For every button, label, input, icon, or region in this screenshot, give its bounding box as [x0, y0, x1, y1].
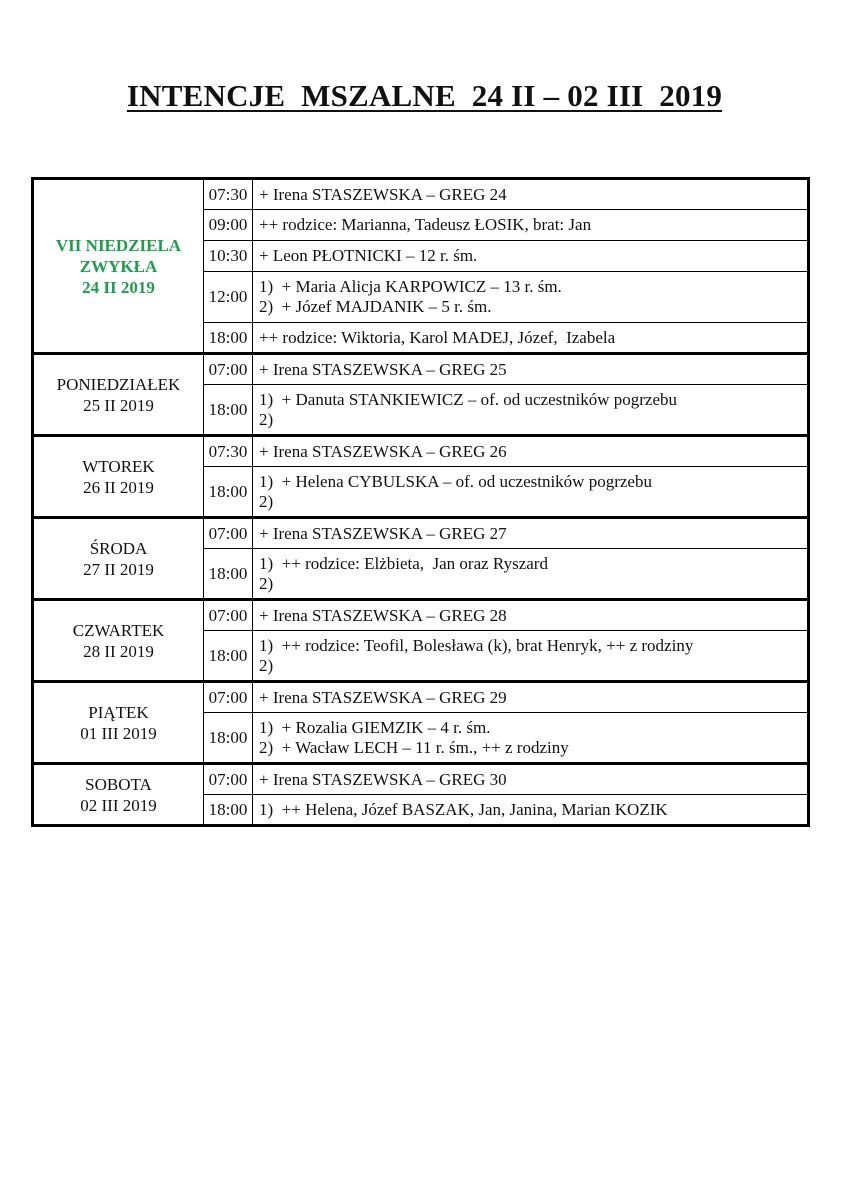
- day-cell: [33, 600, 204, 682]
- intention-line: ++ rodzice: Marianna, Tadeusz ŁOSIK, brat: Jan: [259, 215, 592, 234]
- mass-intention: [253, 764, 809, 795]
- intention-line: + Irena STASZEWSKA – GREG 28: [259, 605, 507, 625]
- intention-line: 2): [259, 409, 274, 429]
- mass-time: 18:00: [204, 631, 253, 682]
- mass-time: 07:00: [204, 682, 253, 713]
- intention-line: + Leon PŁOTNICKI – 12 r. śm.: [259, 246, 478, 265]
- day-label-line: 28 II 2019: [83, 641, 154, 661]
- intention-line: + Irena STASZEWSKA – GREG 29: [259, 687, 507, 707]
- intention-line: + Irena STASZEWSKA – GREG 30: [259, 769, 507, 789]
- intention-line: 2): [259, 491, 274, 511]
- mass-time: 07:30: [204, 436, 253, 467]
- intention-line: 1) + Helena CYBULSKA – of. od uczestników pogrzebu: [259, 471, 652, 491]
- day-label-line: 26 II 2019: [83, 477, 154, 497]
- mass-time: 07:00: [204, 764, 253, 795]
- mass-intention: [253, 272, 809, 323]
- intention-line: 2) + Wacław LECH – 11 r. śm., ++ z rodziny: [259, 737, 569, 757]
- mass-time: 07:30: [204, 179, 253, 210]
- day-label-line: 27 II 2019: [83, 559, 154, 579]
- mass-intention: [253, 631, 809, 682]
- mass-time: 10:30: [204, 241, 253, 272]
- day-label-line: 01 III 2019: [80, 723, 157, 743]
- day-label-line: ZWYKŁA: [79, 256, 158, 276]
- mass-row: [33, 354, 809, 385]
- intention-line: 2): [259, 655, 274, 675]
- day-label-line: 02 III 2019: [80, 795, 157, 815]
- mass-time: 18:00: [204, 323, 253, 354]
- document-title: INTENCJE MSZALNE 24 II – 02 III 2019: [126, 78, 723, 113]
- mass-row: [33, 600, 809, 631]
- mass-intentions-table: [31, 177, 810, 827]
- intention-line: + Irena STASZEWSKA – GREG 24: [259, 184, 507, 204]
- mass-time: 09:00: [204, 210, 253, 241]
- day-label-line: PIĄTEK: [88, 702, 149, 722]
- day-cell: [33, 354, 204, 436]
- mass-time: 07:00: [204, 518, 253, 549]
- mass-intention: [253, 467, 809, 518]
- mass-intentions-body: [33, 179, 809, 826]
- day-label-line: ŚRODA: [89, 538, 148, 558]
- mass-intention: [253, 549, 809, 600]
- mass-row: [33, 764, 809, 795]
- intention-line: 2): [259, 573, 274, 593]
- day-label-line: PONIEDZIAŁEK: [56, 374, 181, 394]
- document-title-wrapper: [0, 78, 849, 114]
- day-label-line: VII NIEDZIELA: [55, 235, 182, 255]
- mass-intention: [253, 795, 809, 826]
- mass-time: 07:00: [204, 600, 253, 631]
- day-label-line: 24 II 2019: [82, 277, 155, 297]
- intention-line: + Irena STASZEWSKA – GREG 27: [259, 523, 507, 543]
- intention-line: + Irena STASZEWSKA – GREG 26: [259, 441, 507, 461]
- day-cell: [33, 518, 204, 600]
- day-cell: [33, 764, 204, 826]
- mass-intention: [253, 385, 809, 436]
- intention-line: 1) + Rozalia GIEMZIK – 4 r. śm.: [259, 717, 491, 737]
- mass-intention: [253, 179, 809, 210]
- mass-time: 18:00: [204, 795, 253, 826]
- mass-row: [33, 436, 809, 467]
- mass-intention: [253, 241, 809, 272]
- day-label-line: 25 II 2019: [83, 395, 154, 415]
- intention-line: 1) ++ rodzice: Elżbieta, Jan oraz Ryszard: [259, 553, 548, 573]
- day-label-line: WTOREK: [82, 456, 155, 476]
- intention-line: 1) + Maria Alicja KARPOWICZ – 13 r. śm.: [259, 277, 562, 296]
- intention-line: 1) ++ rodzice: Teofil, Bolesława (k), brat Henryk, ++ z rodziny: [259, 635, 694, 655]
- day-cell: [33, 682, 204, 764]
- mass-time: 18:00: [204, 549, 253, 600]
- intention-line: + Irena STASZEWSKA – GREG 25: [259, 359, 507, 379]
- mass-intention: [253, 682, 809, 713]
- mass-time: 12:00: [204, 272, 253, 323]
- mass-intention: [253, 436, 809, 467]
- mass-intention: [253, 354, 809, 385]
- day-label-line: CZWARTEK: [72, 620, 165, 640]
- mass-row: [33, 179, 809, 210]
- day-label-line: SOBOTA: [85, 774, 152, 794]
- mass-row: [33, 518, 809, 549]
- mass-intention: [253, 518, 809, 549]
- intention-line: ++ rodzice: Wiktoria, Karol MADEJ, Józef, Izabela: [259, 327, 616, 347]
- intention-line: 2) + Józef MAJDANIK – 5 r. śm.: [259, 297, 492, 316]
- mass-intention: [253, 713, 809, 764]
- mass-intention: [253, 323, 809, 354]
- mass-time: 18:00: [204, 385, 253, 436]
- mass-time: 18:00: [204, 467, 253, 518]
- mass-time: 07:00: [204, 354, 253, 385]
- mass-time: 18:00: [204, 713, 253, 764]
- day-cell: [33, 436, 204, 518]
- intention-line: 1) + Danuta STANKIEWICZ – of. od uczestników pogrzebu: [259, 389, 678, 409]
- day-cell: [33, 179, 204, 354]
- mass-row: [33, 682, 809, 713]
- mass-intention: [253, 600, 809, 631]
- mass-intention: [253, 210, 809, 241]
- intention-line: 1) ++ Helena, Józef BASZAK, Jan, Janina, Marian KOZIK: [259, 799, 668, 819]
